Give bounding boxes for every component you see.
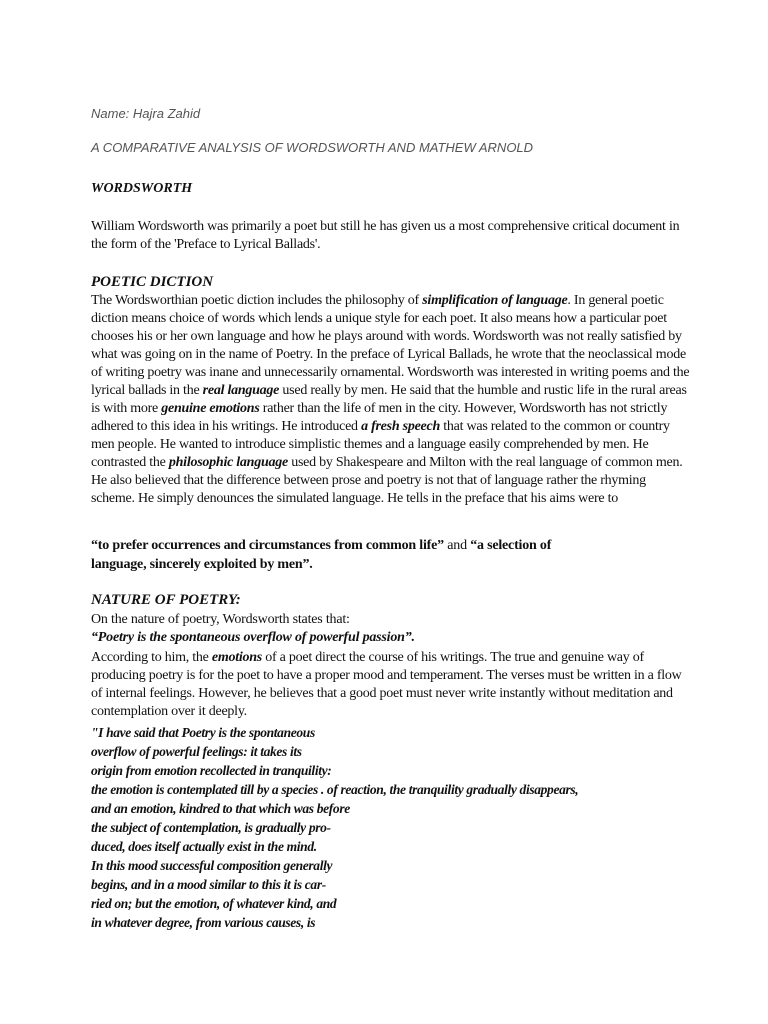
quote-line: begins, and in a mood similar to this it is car- [91,877,326,892]
key-phrase: philosophic language [168,455,288,470]
quote-line: "I have said that Poetry is the spontaneous [91,725,315,740]
emotions-paragraph [91,649,691,721]
text-run: used by Shakespeare and Milton with the real language of common men. He also believed that the difference between prose and poetry is not that of language rather the rhyming scheme. He simply denounces the simulated language. He tells in the preface that his aims were to [91,455,683,506]
quote-line: ried on; but the emotion, of whatever kind, and [91,896,337,911]
key-phrase: emotions [211,650,262,665]
nature-of-poetry-heading: NATURE OF POETRY: [91,592,241,608]
aims-quote-line-2: language, sincerely exploited by men”. [91,557,313,572]
aims-quote-1: “to prefer occurrences and circumstances from common life” [91,538,444,553]
text-run: The Wordsworthian poetic diction includes the philosophy of [91,293,423,308]
text-run: rather than the life of men in the city. However, Wordsworth has not strictly adhered to this idea in his writings. He introduced [91,401,668,434]
quote-line: In this mood successful composition generally [91,858,333,873]
quote-line: duced, does itself actually exist in the mind. [91,839,317,854]
poetic-diction-heading: POETIC DICTION [91,274,214,290]
text-run: and [443,538,471,553]
spontaneous-overflow-quote: “Poetry is the spontaneous overflow of powerful passion”. [91,630,415,645]
wordsworth-intro: William Wordsworth was primarily a poet but still he has given us a most comprehensive critical document in the form of the 'Preface to Lyrical Ballads'. [91,219,680,252]
preface-quote-block [91,723,691,932]
quote-line: the emotion is contemplated till by a species . of reaction, the tranquility gradually disappears, [91,782,579,797]
quote-line: overflow of powerful feelings: it takes its [91,744,302,759]
text-run: . In general poetic diction means choice of words which lends a unique style for each poet. It also means how a particular poet chooses his or her own language and how he plays around with words. Wordsworth was not really satisfied by what was going on in the name of Poetry. In the preface of Lyrical Ballads, he wrote that the neoclassical mode of writing poetry was inane and unnecessarily ornamental. Wordsworth was interested in writing poems and the lyrical ballads in the [91,293,690,398]
poetic-diction-paragraph [91,292,691,508]
text-run: that was related to the common or country men people. He wanted to introduce simplistic themes and a language easily comprehended by men. He contrasted the [91,419,670,470]
quote-line: origin from emotion recollected in tranquility: [91,763,332,778]
author-name: Name: Hajra Zahid [91,106,201,121]
nature-lead: On the nature of poetry, Wordsworth states that: [91,612,350,627]
quote-line: the subject of contemplation, is gradually pro- [91,820,331,835]
wordsworth-heading: WORDSWORTH [91,181,193,196]
quote-line: and an emotion, kindred to that which was before [91,801,350,816]
key-phrase: a fresh speech [361,419,440,434]
document-title: A COMPARATIVE ANALYSIS OF WORDSWORTH AND MATHEW ARNOLD [91,140,534,155]
text-run: of a poet direct the course of his writings. The true and genuine way of producing poetry is for the poet to have a proper mood and temperament. The verses must be written in a flow of internal feelings. However, he believes that a good poet must never write instantly without meditation and contemplation over it deeply. [91,650,682,719]
aims-quote-line-1 [91,537,691,555]
key-phrase: real language [202,383,280,398]
text-run: used really by men. He said that the humble and rustic life in the rural areas is with more [91,383,687,416]
aims-quote-2: “a selection of [470,538,552,553]
quote-line: in whatever degree, from various causes, is [91,915,316,930]
key-phrase: simplification of language [422,293,568,308]
text-run: According to him, the [91,650,212,665]
key-phrase: genuine emotions [161,401,260,416]
